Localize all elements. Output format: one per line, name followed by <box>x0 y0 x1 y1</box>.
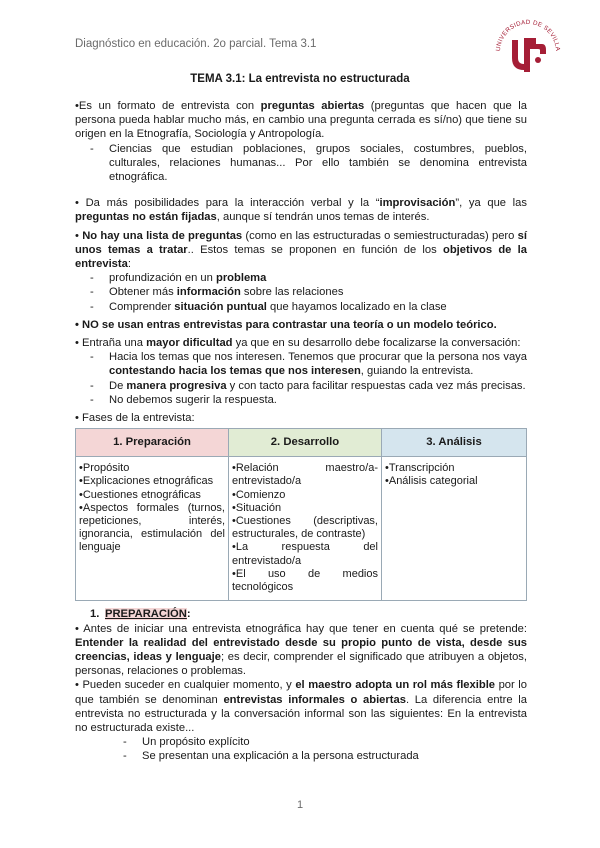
paragraph-improvisation: • Da más posibilidades para la interacción verbal y la “improvisación”, ya que las preguntas no están fijadas, aunque sí tendrán unos temas de interés. <box>75 197 527 224</box>
dash-bullet: - <box>90 142 94 155</box>
page-number: 1 <box>296 799 304 811</box>
table-cell-analisis: •Transcripción •Análisis categorial <box>382 457 527 601</box>
paragraph-informal: • Pueden suceder en cualquier momento, y el maestro adopta un rol más flexible por lo que también se denominan entrevistas informales o abiertas. La diferencia entre la entrevista no estructurada y la conversación informal son las siguientes: En la entrevista no estructurada existe... <box>75 679 528 734</box>
list-item: - profundización en un problema <box>90 272 267 285</box>
paragraph-questions: • No hay una lista de preguntas (como en las estructuradas o semiestructuradas) pero sí unos temas a tratar.. Estos temas se proponen en función de los objetivos de la entrevista: <box>75 229 527 271</box>
table-cell-preparacion: •Propósito •Explicaciones etnográficas •Cuestiones etnográficas •Aspectos formales (turnos, repeticiones, interés, ignorancia, estimulación del lenguaje <box>76 457 229 601</box>
list-item: - Se presentan una explicación a la persona estructurada <box>123 750 419 763</box>
list-item: - Comprender situación puntual que hayamos localizado en la clase <box>90 300 447 313</box>
table-header-analisis: 3. Análisis <box>382 429 527 457</box>
phases-label: • Fases de la entrevista: <box>75 412 195 425</box>
svg-text:UNIVERSIDAD DE SEVILLA: UNIVERSIDAD DE SEVILLA <box>494 18 562 52</box>
paragraph-difficulty: • Entraña una mayor dificultad ya que en su desarrollo debe focalizarse la conversación: <box>75 337 521 350</box>
paragraph-preparation: • Antes de iniciar una entrevista etnográfica hay que tener en cuenta qué se pretende: Entender la realidad del entrevistado desde su propio punto de vista, desde sus creencias, ideas y lenguaje; es decir, comprender el significado que atribuyen a objetos, personas, relaciones o problemas. <box>75 622 528 678</box>
university-logo <box>490 14 566 76</box>
table-header-desarrollo: 2. Desarrollo <box>229 429 382 457</box>
section-heading-preparacion: 1. PREPARACIÓN: <box>90 608 191 621</box>
list-item: - De manera progresiva y con tacto para facilitar respuestas cada vez más precisas. <box>90 379 526 392</box>
list-item: - Ciencias que estudian poblaciones, grupos sociales, costumbres, pueblos, culturales, relaciones humanas... Por ello también se denomina entrevista etnográfica. <box>90 142 527 184</box>
list-item: - No debemos sugerir la respuesta. <box>90 393 277 406</box>
list-item: - Hacia los temas que nos interesen. Tenemos que procurar que la persona nos vaya contestando hacia los temas que nos interesen, guiando la entrevista. <box>90 351 527 378</box>
list-item: - Un propósito explícito <box>123 736 250 749</box>
document-header: Diagnóstico en educación. 2o parcial. Tema 3.1 <box>75 38 317 50</box>
paragraph-intro: •Es un formato de entrevista con preguntas abiertas (preguntas que hacen que la persona pueda hablar mucho más, en cambio una pregunta cerrada es sí/no) que tiene su origen en la Etnografía, Sociología y Antropología. <box>75 100 527 141</box>
phases-table <box>75 428 527 601</box>
table-header-preparacion: 1. Preparación <box>76 429 229 457</box>
page-title: TEMA 3.1: La entrevista no estructurada <box>190 73 410 85</box>
paragraph-no-theory: • NO se usan entras entrevistas para contrastar una teoría o un modelo teórico. <box>75 318 497 331</box>
document-body <box>75 99 527 764</box>
table-cell-desarrollo: •Relación maestro/a-entrevistado/a •Comienzo •Situación •Cuestiones (descriptivas, estructurales, de contraste) •La respuesta del entrevistado/a •El uso de medios tecnológicos <box>229 457 382 601</box>
list-item: - Obtener más información sobre las relaciones <box>90 286 344 299</box>
